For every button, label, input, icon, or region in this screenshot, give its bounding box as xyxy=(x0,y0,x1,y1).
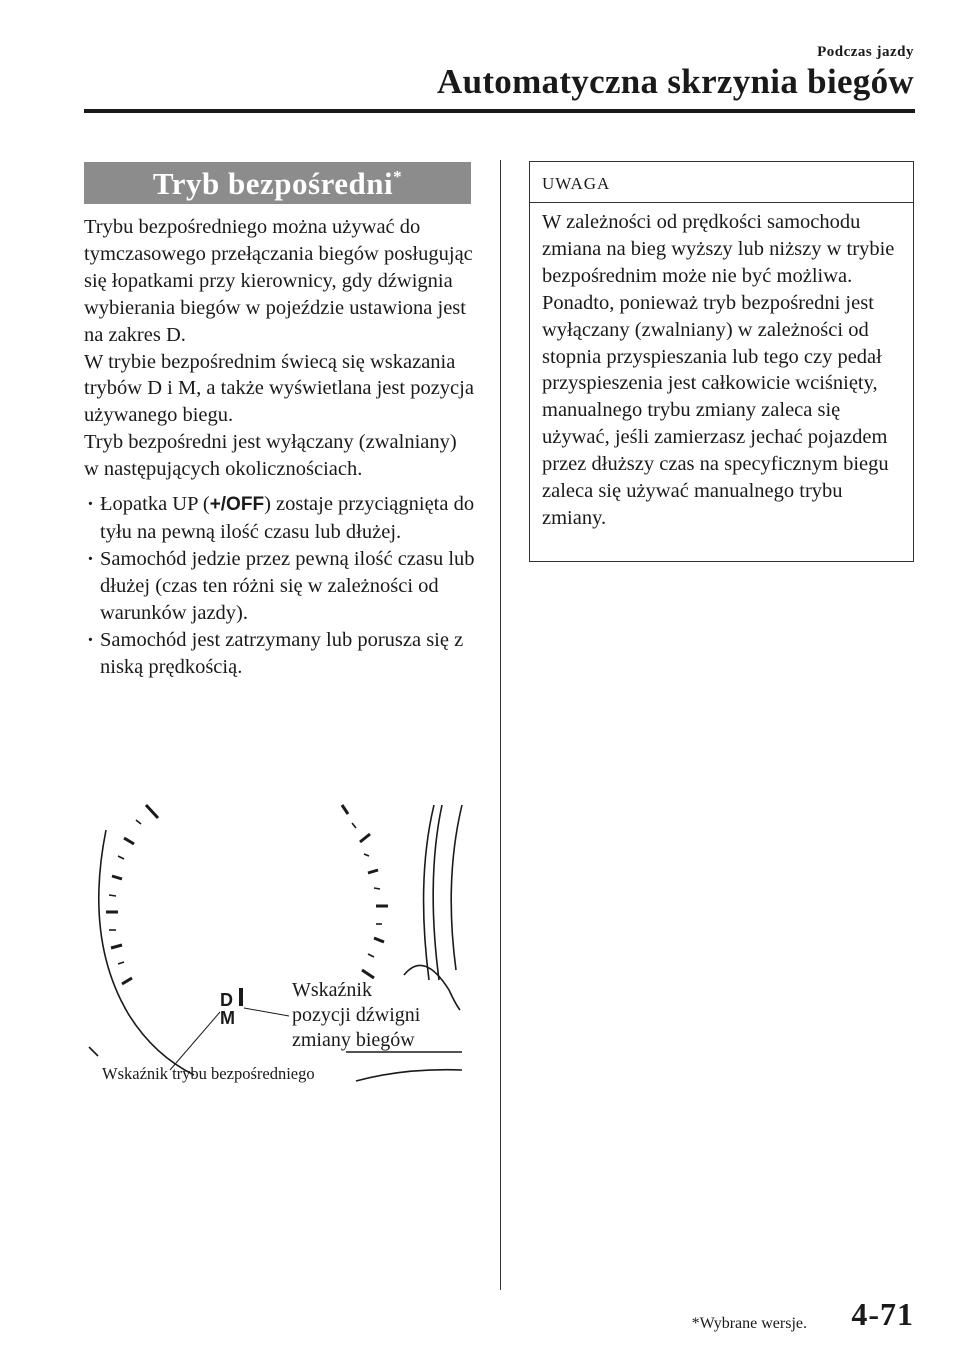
page-number: 4-71 xyxy=(851,1296,914,1332)
direct-mode-indicator-label: Wskaźnik trybu bezpośredniego xyxy=(102,1064,315,1083)
paragraph-release: Tryb bezpośredni jest wyłączany (zwalniany) w następujących okolicznościach. xyxy=(84,431,457,481)
section-title-text: Tryb bezpośredni xyxy=(152,166,394,201)
section-body xyxy=(84,214,476,680)
bullet-text-post: ) zostaje przyciągnięta do tyłu na pewną ilość czasu lub dłużej. xyxy=(100,493,475,543)
bullet-text-pre: Łopatka UP ( xyxy=(100,493,210,516)
gear-indicator-label-line1: Wskaźnik xyxy=(292,979,372,1001)
cluster-illustration xyxy=(84,790,476,1100)
bullet-marker: · xyxy=(87,547,94,570)
note-heading: UWAGA xyxy=(530,162,913,203)
bullet-text: Samochód jedzie przez pewną ilość czasu lub dłużej (czas ten różni się w zależności od warunków jazdy). xyxy=(100,547,475,624)
d-indicator: D xyxy=(220,990,233,1010)
note-text: W zależności od prędkości samochodu zmiana na bieg wyższy lub niższy w trybie bezpośrednim może nie być możliwa. Ponadto, ponieważ tryb bezpośredni jest wyłączany (zwalniany) w zależności od stopnia przyspieszania lub tego czy pedał przyspieszenia jest całkowicie wciśnięty, manualnego trybu zmiany zaleca się używać, jeśli zamierzasz jechać pojazdem przez dłuższy czas na specyficznym biegu zaleca się używać manualnego trybu zmiany. xyxy=(542,211,895,529)
release-conditions-list xyxy=(84,491,476,680)
list-item xyxy=(84,546,476,627)
running-header-title: Automatyczna skrzynia biegów xyxy=(437,62,914,101)
paragraph-intro: Trybu bezpośredniego można używać do tymczasowego przełączania biegów posługując się łopatkami przy kierownicy, gdy dźwignia wybierania biegów w pojeździe ustawiona jest na zakres D. xyxy=(84,216,473,346)
bullet-marker: · xyxy=(87,493,94,516)
running-header-chapter: Podczas jazdy xyxy=(817,44,914,60)
header-rule xyxy=(84,109,915,113)
bullet-marker: · xyxy=(87,628,94,651)
instrument-cluster-figure xyxy=(84,790,476,1100)
footnote: *Wybrane wersje. xyxy=(691,1315,807,1332)
column-divider xyxy=(500,160,501,1290)
gear-indicator-label-line3: zmiany biegów xyxy=(292,1029,415,1051)
note-box xyxy=(529,161,914,562)
up-paddle-symbol: +/OFF xyxy=(209,494,265,516)
m-indicator: M xyxy=(220,1008,235,1028)
bullet-text: Samochód jest zatrzymany lub porusza się z niską prędkością. xyxy=(100,628,464,678)
paragraph-indicators: W trybie bezpośrednim świecą się wskazania trybów D i M, a także wyświetlana jest pozycja używanego biegu. xyxy=(84,350,474,427)
list-item xyxy=(84,627,476,681)
optional-equipment-asterisk: * xyxy=(393,167,403,186)
gear-indicator-label-line2: pozycji dźwigni xyxy=(292,1004,421,1026)
list-item xyxy=(84,491,476,546)
section-title xyxy=(84,162,471,204)
